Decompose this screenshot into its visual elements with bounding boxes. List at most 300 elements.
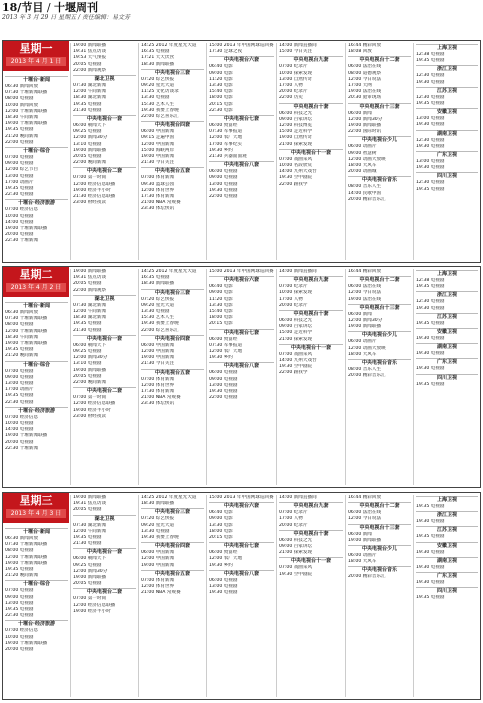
program-listing: 07:00 纪录片: [279, 510, 308, 516]
program-listing: 06:00 新闻: [348, 311, 372, 317]
program-listing: 11:25 文化访谈录: [141, 89, 179, 95]
program-listing: 14:25 2012 年度星光大道: [141, 495, 197, 500]
program-listing: 21:30 经济信息联播: [73, 194, 116, 200]
program-listing: 06:00 法治在线: [348, 284, 382, 290]
program-listing: 22:00 跟我学: [279, 370, 308, 376]
program-listing: 06:00 动画片: [348, 144, 377, 150]
channel-header: 中央电视台六套: [209, 56, 274, 64]
program-listing: 13:00 电视剧: [209, 181, 238, 187]
program-listing: 06:00 朝闻天下: [73, 342, 107, 348]
masthead-date: 2013 年 3 月 29 日 星期五 / 责任编辑：易文芳: [2, 14, 131, 21]
program-listing: 12:00 农广天地: [209, 349, 243, 355]
program-listing: 12:30 电视剧: [416, 94, 445, 100]
program-listing: 22:00 电视剧: [5, 139, 34, 145]
program-listing: 19:30 电视剧: [416, 122, 445, 128]
program-listing: 12:00 经济信息联播: [73, 181, 116, 187]
program-listing: 20:05 电视剧: [73, 154, 102, 160]
program-listing: 21:30 电视剧: [73, 327, 102, 333]
channel-header: 中央电视台六套: [209, 502, 274, 510]
schedule-column: [346, 495, 414, 697]
program-listing: 12:00 中国新闻: [141, 349, 175, 355]
program-listing: 16:44 精彩回放: [348, 495, 382, 500]
channel-header: 湖南卫视: [416, 130, 478, 138]
channel-header: 中央电视台十套: [279, 103, 343, 111]
channel-header: 中央电视台八套: [209, 161, 274, 169]
program-listing: 14:00 民歌中国: [348, 190, 382, 196]
program-listing: 18:00 电影: [209, 528, 233, 534]
program-listing: 17:30 体育新闻: [141, 389, 175, 395]
program-listing: 12:00 动画大放映: [348, 156, 386, 162]
program-listing: 09:00 电视剧: [5, 161, 34, 167]
program-listing: 21:20 晚间新闻: [5, 133, 39, 139]
program-listing: 19:35 电视剧: [416, 381, 445, 387]
program-listing: 13:10 电视剧: [73, 141, 102, 147]
program-listing: 13:00 电视剧: [416, 116, 445, 122]
program-listing: 20:00 精彩音乐汇: [348, 574, 386, 580]
program-listing: 21:20 晚间新闻: [5, 353, 39, 359]
program-listing: 10:00 电视剧: [5, 634, 34, 640]
program-listing: 20:00 动画城: [348, 169, 377, 175]
channel-header: 广东卫视: [416, 358, 478, 366]
program-listing: 19:30 电视剧: [416, 564, 445, 570]
channel-header: 十堰台·综合: [5, 361, 68, 369]
day-date: 2013 年 4 月 1 日: [6, 57, 66, 66]
program-listing: 23:30 体坛快讯: [141, 206, 175, 212]
program-listing: 12:00 新闻30分: [348, 116, 383, 122]
program-listing: 23:30 体坛快讯: [141, 401, 175, 407]
channel-header: 中央电视台音乐: [348, 566, 411, 574]
program-listing: 15:40 电影: [209, 309, 233, 315]
program-listing: 15:00 2013 年中国网球巡回赛: [209, 269, 274, 274]
program-listing: 19:30 乡约: [209, 355, 233, 361]
channel-header: 中央电视台少儿: [348, 331, 411, 339]
program-listing: 07:00 经济信息: [5, 207, 39, 213]
day-label: [3, 267, 69, 297]
channel-header: 十堰台·新闻: [5, 528, 68, 536]
program-listing: 06:30 新闻回放: [5, 536, 39, 541]
program-listing: 09:00 电视剧: [5, 594, 34, 600]
program-listing: 18:00 电影: [209, 95, 233, 101]
program-listing: 06:30 新闻回放: [5, 84, 39, 89]
program-listing: 15:00 今日关注: [279, 49, 313, 55]
program-listing: 12:00 午间新闻: [73, 89, 107, 95]
program-listing: 10:00 新闻回放: [5, 102, 39, 108]
channel-header: 十堰台·综合: [5, 147, 68, 155]
program-listing: 09:25 电视剧: [73, 349, 102, 355]
program-listing: 19:35 电视剧: [416, 534, 445, 540]
program-listing: 12:38 电视剧: [416, 278, 445, 283]
program-listing: 12:30 电视剧: [416, 73, 445, 79]
program-listing: 18:00 大风车: [348, 559, 377, 565]
program-listing: 08:00 电视剧: [5, 322, 34, 328]
page-number: 18/: [2, 1, 22, 14]
channel-header: 湖南卫视: [416, 557, 478, 565]
program-listing: 09:00 电视剧: [209, 376, 238, 382]
program-listing: 13:30 电视剧: [141, 95, 170, 101]
channel-header: 中央电视台二套: [73, 387, 136, 395]
channel-header: 中央电视台四套: [141, 542, 204, 550]
program-listing: 09:00 电影: [209, 516, 233, 522]
program-listing: 19:00 自然传奇: [279, 135, 313, 141]
program-listing: 20:00 纪录片: [279, 522, 308, 528]
program-listing: 17:00 军事纪实: [209, 141, 243, 147]
program-listing: 21:30 电视剧: [73, 107, 102, 113]
program-listing: 19:30 电视剧: [416, 79, 445, 85]
program-listing: 20:00 电视剧: [5, 232, 34, 238]
day-name: 星期一: [19, 42, 53, 55]
channel-header: 中央电视台七套: [209, 542, 274, 550]
day-date: 2013 年 4 月 3 日: [6, 509, 66, 518]
program-listing: 12:00 动画大放映: [348, 345, 386, 351]
program-listing: 16:35 电视剧: [141, 49, 170, 55]
channel-header: 中央电视台十三套: [348, 524, 411, 532]
program-listing: 22:30 十堰新闻: [5, 238, 39, 244]
program-listing: 21:30 今日关注: [141, 160, 175, 166]
program-listing: 19:00 新闻联播: [73, 575, 107, 581]
program-listing: 09:00 百家讲坛: [279, 544, 313, 550]
program-listing: 11:20 电影: [209, 296, 233, 302]
program-listing: 07:30 十堰新闻联播: [5, 542, 48, 548]
program-listing: 19:00 经济半小时: [73, 187, 111, 193]
day-block-tuesday: [2, 266, 481, 488]
program-listing: 10:00 电视剧: [5, 213, 34, 219]
program-listing: 06:00 中国新闻: [141, 342, 175, 348]
channel-header: 上海卫视: [416, 496, 478, 504]
channel-header: 中央电视台十一套: [279, 344, 343, 352]
program-listing: 07:00 戏曲采风: [279, 565, 313, 571]
program-listing: 13:30 电影: [209, 522, 233, 528]
program-listing: 22:00 综艺喜乐汇: [141, 114, 179, 120]
program-listing: 21:00 NBA 常规赛: [141, 200, 181, 206]
channel-header: 中央电视台少儿: [348, 545, 411, 553]
program-listing: 22:30 十堰新闻: [5, 445, 39, 451]
schedule-column: [139, 495, 207, 697]
channel-header: 四川卫视: [416, 374, 478, 382]
channel-header: 安徽卫视: [416, 328, 478, 336]
program-listing: 22:00 电视剧: [209, 395, 238, 401]
program-listing: 19:35 电视剧: [416, 186, 445, 192]
program-listing: 20:05 电视剧: [73, 507, 102, 513]
program-listing: 19:00 新闻联播: [348, 123, 382, 129]
program-listing: 19:35 电视剧: [5, 186, 34, 192]
program-listing: 15:00 走近科学: [279, 129, 313, 135]
program-listing: 19:35 电视剧: [5, 393, 34, 399]
program-listing: 19:30 电视剧: [416, 580, 445, 586]
channel-header: 中央电视台五套: [141, 167, 204, 175]
program-listing: 12:00 中国新闻: [141, 141, 175, 147]
program-listing: 10:00 电视剧: [5, 421, 34, 427]
program-listing: 06:00 中国新闻: [141, 129, 175, 135]
program-listing: 12:00 农广天地: [209, 556, 243, 562]
program-listing: 07:00 经济信息: [5, 628, 39, 634]
channel-header: 中央电视台二套: [73, 167, 136, 175]
program-listing: 13:00 电视剧: [5, 381, 34, 387]
program-listing: 13:00 电视剧: [416, 159, 445, 165]
program-listing: 12:00 十堰新闻联播: [5, 328, 48, 334]
program-listing: 22:00 综艺喜乐汇: [141, 327, 179, 333]
program-listing: 07:30 湖北新闻: [73, 522, 107, 528]
schedule-column: [277, 495, 346, 697]
program-listing: 09:30 篮球公园: [141, 181, 175, 187]
channel-header: 江苏卫视: [416, 87, 478, 95]
program-listing: 14:00 电视剧: [5, 427, 34, 433]
day-date: 2013 年 4 月 2 日: [6, 283, 66, 292]
program-listing: 19:00 十堰新闻联播: [5, 341, 48, 347]
program-listing: 19:00 法治在线: [348, 89, 382, 95]
program-listing: 19:30 我要上春晚: [141, 535, 179, 541]
program-listing: 19:30 电视剧: [209, 187, 238, 193]
day-label: [3, 493, 69, 523]
program-listing: 09:00 电视剧: [5, 374, 34, 380]
program-listing: 14:00 九州大戏台: [279, 169, 317, 175]
channel-header: 十堰台·经济旅游: [5, 199, 68, 207]
program-listing: 08:00 音乐人生: [348, 184, 382, 190]
schedule-column: [414, 495, 480, 697]
program-listing: 14:00 新闻直播间: [279, 495, 317, 500]
program-listing: 06:00 致富经: [209, 123, 238, 129]
program-listing: 06:00 新闻: [348, 531, 372, 537]
channel-header: 上海卫视: [416, 44, 478, 52]
program-listing: 19:35 电视剧: [5, 607, 34, 613]
program-listing: 19:35 电视剧: [416, 58, 445, 64]
program-listing: 17:30 足球之夜: [209, 49, 243, 55]
schedule-column: [3, 495, 71, 697]
program-listing: 20:05 电视剧: [73, 581, 102, 587]
channel-header: 中央电视台六套: [209, 276, 274, 284]
channel-header: 中央电视台八套: [209, 570, 274, 578]
program-listing: 07:00 电视剧: [5, 155, 34, 161]
channel-header: 中央电视台五套: [141, 570, 204, 578]
program-listing: 07:00 体育新闻: [141, 175, 175, 181]
program-listing: 21:30 电视剧: [73, 541, 102, 547]
program-listing: 19:35 电视剧: [5, 567, 34, 573]
program-listing: 12:00 科技博览: [279, 123, 313, 129]
channel-header: 中央电视台九套: [279, 56, 343, 64]
program-listing: 06:00 中国新闻: [141, 550, 175, 556]
program-listing: 19:35 电视剧: [416, 504, 445, 509]
program-listing: 19:00 新闻联播: [73, 43, 107, 48]
schedule-column: [277, 43, 346, 260]
program-listing: 09:00 电影: [209, 70, 233, 76]
program-listing: 19:00 经济半小时: [73, 407, 111, 413]
channel-header: 浙江卫视: [416, 291, 478, 299]
schedule-column: [3, 269, 71, 485]
program-listing: 06:00 科技之光: [279, 537, 313, 543]
program-listing: 19:30 空中剧院: [279, 175, 313, 181]
program-listing: 22:00 晚间新闻: [73, 160, 107, 166]
program-listing: 13:10 电视剧: [73, 361, 102, 367]
program-listing: 12:30 电视剧: [416, 180, 445, 186]
channel-header: 中央电视台十套: [279, 310, 343, 318]
program-listing: 18:00 大风车: [348, 163, 377, 169]
channel-header: 浙江卫视: [416, 65, 478, 73]
program-listing: 17:00 人物: [279, 83, 303, 89]
program-listing: 07:00 体育新闻: [141, 577, 175, 583]
program-listing: 19:30 我要上春晚: [141, 107, 179, 113]
program-listing: 07:30 十堰新闻联播: [5, 90, 48, 96]
schedule-column: [346, 269, 414, 485]
channel-header: 中央电视台二套: [73, 588, 136, 596]
schedule-columns: [3, 267, 480, 487]
program-listing: 07:00 电视剧: [5, 368, 34, 374]
program-listing: 12:00 体育世界: [141, 187, 175, 193]
program-listing: 20:05 电视剧: [73, 373, 102, 379]
program-listing: 19:00 新闻联播: [73, 367, 107, 373]
program-listing: 12:00 新闻30分: [348, 318, 383, 324]
program-listing: 19:00 新闻联播: [73, 147, 107, 153]
program-listing: 09:00 电影: [209, 290, 233, 296]
schedule-column: [71, 269, 139, 485]
program-listing: 21:30 今日关注: [141, 361, 175, 367]
channel-header: 四川卫视: [416, 172, 478, 180]
channel-header: 上海卫视: [416, 270, 478, 278]
program-listing: 21:00 探索发现: [279, 336, 313, 342]
program-listing: 19:00 十堰新闻联播: [5, 640, 48, 646]
schedule-columns: [3, 493, 480, 699]
program-listing: 06:40 电影: [209, 284, 233, 290]
program-listing: 06:00 电视剧: [209, 577, 238, 583]
program-listing: 13:30 电视剧: [141, 309, 170, 315]
program-listing: 18:30 午间新闻: [5, 334, 39, 340]
program-listing: 15:30 艺术人生: [141, 101, 175, 107]
channel-header: 中央电视台少儿: [348, 136, 411, 144]
channel-header: 中央电视台音乐: [348, 359, 411, 367]
program-listing: 10:00 探索发现: [279, 290, 313, 296]
program-listing: 09:00 百家讲坛: [279, 324, 313, 330]
program-listing: 21:20 晚间新闻: [5, 573, 39, 579]
schedule-column: [139, 269, 207, 485]
program-listing: 19:31 焦点访谈: [73, 49, 107, 55]
program-listing: 08:00 电视剧: [5, 548, 34, 554]
program-listing: 19:00 新闻联播: [73, 495, 107, 500]
program-listing: 09:00 电视剧: [209, 175, 238, 181]
program-listing: 07:00 经济信息: [5, 414, 39, 420]
program-listing: 20:00 电视剧: [5, 439, 34, 445]
program-listing: 06:30 新闻回放: [5, 310, 39, 315]
program-listing: 16:44 精彩回放: [348, 43, 382, 48]
program-listing: 07:00 纪录片: [279, 284, 308, 290]
program-listing: 23:00 财经夜读: [73, 413, 107, 419]
program-listing: 12:00 经济信息联播: [73, 602, 116, 608]
channel-header: 中央电视台三套: [141, 508, 204, 516]
program-listing: 07:00 戏曲采风: [279, 351, 313, 357]
program-listing: 17:21 天天饮食: [141, 55, 175, 61]
channel-header: 十堰台·经济旅游: [5, 620, 68, 628]
program-listing: 19:30 电视剧: [416, 305, 445, 311]
channel-header: 中央电视台一套: [73, 548, 136, 556]
program-listing: 19:00 十堰新闻联播: [5, 433, 48, 439]
program-listing: 19:30 电视剧: [416, 143, 445, 149]
program-listing: 13:00 电视剧: [5, 173, 34, 179]
program-listing: 20:00 精彩音乐汇: [348, 373, 386, 379]
program-listing: 12:00 体育世界: [141, 382, 175, 388]
program-listing: 12:00 经济信息联播: [73, 401, 116, 407]
program-listing: 13:30 电影: [209, 302, 233, 308]
program-listing: 19:00 新闻联播: [73, 269, 107, 274]
channel-header: 江苏卫视: [416, 526, 478, 534]
masthead: [2, 2, 481, 22]
program-listing: 08:00 音乐人生: [348, 367, 382, 373]
program-listing: 09:20 星光大道: [141, 302, 175, 308]
program-listing: 13:00 电视剧: [209, 382, 238, 388]
program-listing: 22:00 跟我学: [279, 181, 308, 187]
channel-header: 中央电视台十二套: [348, 502, 411, 510]
channel-header: 中央电视台三套: [141, 289, 204, 297]
channel-header: 中央电视台十一套: [279, 149, 343, 157]
program-listing: 20:00 纪录片: [279, 302, 308, 308]
program-listing: 19:35 电视剧: [73, 321, 102, 327]
channel-header: 十堰台·新闻: [5, 76, 68, 84]
program-listing: 07:30 湖北新闻: [73, 302, 107, 308]
program-listing: 09:00 智慧树: [348, 150, 377, 156]
program-listing: 12:00 十堰新闻联播: [5, 554, 48, 560]
program-listing: 23:00 财经夜读: [73, 200, 107, 206]
channel-header: 中央电视台五套: [141, 369, 204, 377]
program-listing: 09:25 电视剧: [73, 129, 102, 135]
schedule-column: [207, 269, 277, 485]
channel-header: 十堰台·经济旅游: [5, 407, 68, 415]
program-listing: 22:00 新闻观察: [73, 67, 107, 73]
program-listing: 20:00 电视剧: [5, 647, 34, 653]
program-listing: 09:15 走遍中国: [141, 135, 175, 141]
program-listing: 06:00 致富经: [209, 550, 238, 556]
program-listing: 14:25 2012 年度星光大道: [141, 269, 197, 274]
program-listing: 07:30 十堰新闻联播: [5, 316, 48, 322]
program-listing: 21:00 探索发现: [279, 550, 313, 556]
program-listing: 19:31 焦点访谈: [73, 275, 107, 281]
program-listing: 22:30 电影: [209, 107, 233, 113]
channel-header: 江苏卫视: [416, 313, 478, 321]
program-listing: 21:00 探索发现: [279, 141, 313, 147]
program-listing: 19:30 电视剧: [416, 366, 445, 372]
program-listing: 19:35 电视剧: [416, 320, 445, 326]
channel-header: 中央电视台一套: [73, 115, 136, 123]
program-listing: 17:00 人物: [279, 516, 303, 522]
program-listing: 06:00 朝闻天下: [73, 123, 107, 129]
program-listing: 19:30 我要上春晚: [141, 321, 179, 327]
program-listing: 17:00 动画片: [5, 179, 34, 185]
program-listing: 07:00 纪录片: [279, 64, 308, 70]
program-listing: 15:40 电影: [209, 89, 233, 95]
program-listing: 14:00 九州大戏台: [279, 358, 317, 364]
program-listing: 14:25 2012 年度星光大道: [141, 43, 197, 48]
program-listing: 20:15 电影: [209, 101, 233, 107]
program-listing: 19:00 十堰新闻联播: [5, 121, 48, 127]
program-listing: 13:00 电视剧: [209, 584, 238, 590]
channel-header: 中央电视台四套: [141, 335, 204, 343]
program-listing: 09:20 星光大道: [141, 83, 175, 89]
program-listing: 18:00 电影: [209, 315, 233, 321]
channel-header: 广东卫视: [416, 151, 478, 159]
program-listing: 19:53 天气预报: [73, 55, 107, 61]
program-listing: 12:00 农广天地: [209, 135, 243, 141]
channel-header: 十堰台·新闻: [5, 302, 68, 310]
program-listing: 12:00 午间新闻: [73, 528, 107, 534]
program-listing: 14:00 新闻直播间: [279, 43, 317, 48]
program-listing: 06:00 致富经: [209, 336, 238, 342]
program-listing: 19:35 电视剧: [416, 101, 445, 107]
program-listing: 12:00 今日说法: [348, 76, 382, 82]
program-listing: 13:00 自然传奇: [279, 76, 313, 82]
masthead-title: 18/节目 / 十堰周刊: [2, 1, 99, 14]
program-listing: 06:00 法治在线: [348, 510, 382, 516]
program-listing: 10:00 探索发现: [279, 70, 313, 76]
day-label: [3, 41, 69, 71]
program-listing: 21:00 NBA 常规赛: [141, 590, 181, 596]
program-listing: 13:30 电视剧: [141, 528, 170, 534]
program-listing: 15:00 海峡两岸: [141, 147, 175, 153]
program-listing: 07:00 第一时间: [73, 175, 107, 181]
